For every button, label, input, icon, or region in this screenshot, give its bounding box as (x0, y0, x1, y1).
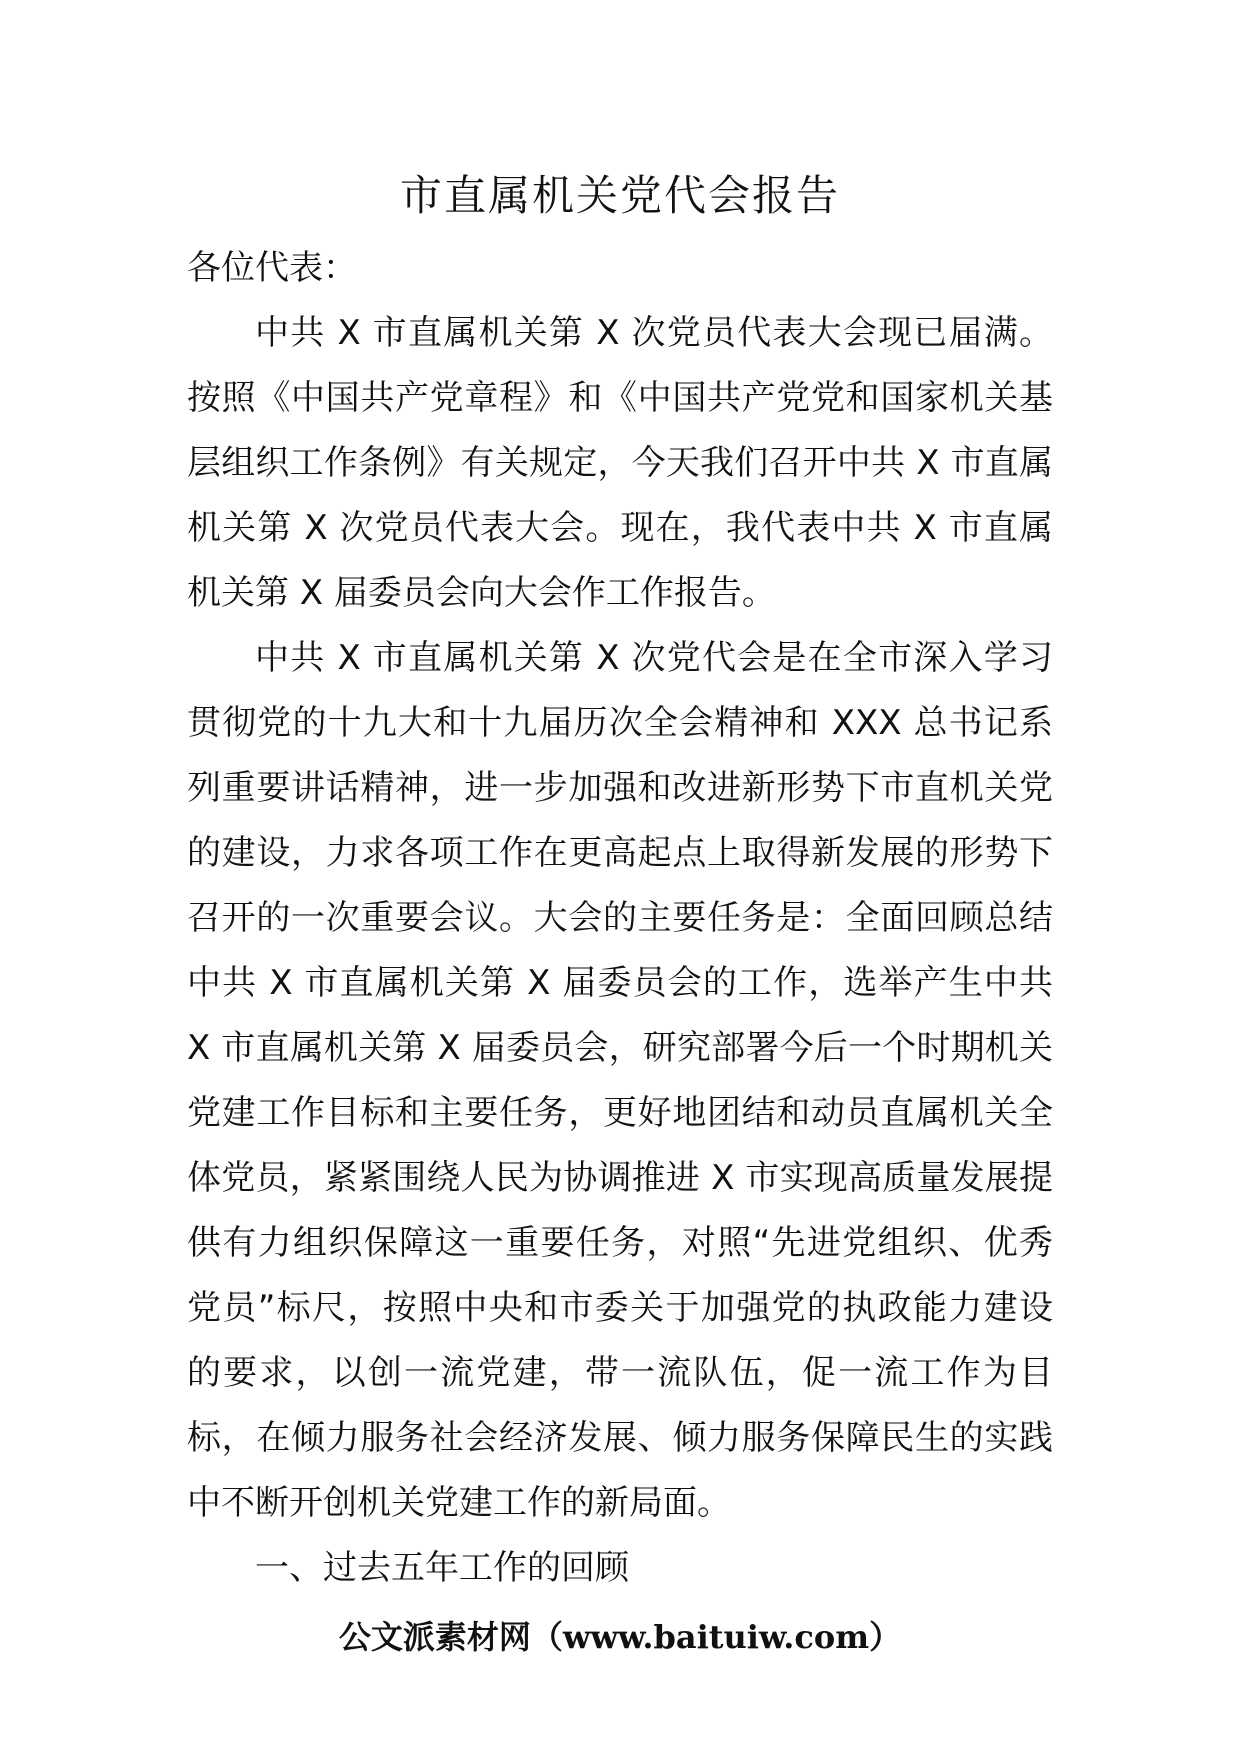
document-title: 市直属机关党代会报告 (399, 171, 840, 220)
paragraph: 中共 X 市直属机关第 X 次党代会是在全市深入学习贯彻党的十九大和十九届历次全会精神和 XXX 总书记系列重要讲话精神，进一步加强和改进新形势下市直机关党的建设，力求各项工作在更高起点上取得新发展的形势下召开的一次重要会议。大会的主要任务是：全面回顾总结中共 X 市直属机关第 X 届委员会的工作，选举产生中共 X 市直属机关第 X 届委员会，研究部署今后一个时期机关党建工作目标和主要任务，更好地团结和动员直属机关全体党员，紧紧围绕人民为协调推进 X 市实现高质量发展提供有力组织保障这一重要任务，对照“先进党组织、优秀党员”标尺，按照中央和市委关于加强党的执政能力建设的要求，以创一流党建，带一流队伍，促一流工作为目标，在倾力服务社会经济发展、倾力服务保障民生的实践中不断开创机关党建工作的新局面。 (187, 638, 1053, 1523)
paragraph: 中共 X 市直属机关第 X 次党员代表大会现已届满。按照《中国共产党章程》和《中国共产党党和国家机关基层组织工作条例》有关规定，今天我们召开中共 X 市直属机关第 X 次党员代表大会。现在，我代表中共 X 市直属机关第 X 届委员会向大会作工作报告。 (187, 313, 1053, 613)
footer-watermark: 公文派素材网（www.baituiw.com） (338, 1618, 902, 1656)
salutation: 各位代表： (187, 248, 357, 288)
document-body (187, 236, 1053, 1601)
section-heading: 一、过去五年工作的回顾 (255, 1548, 629, 1588)
